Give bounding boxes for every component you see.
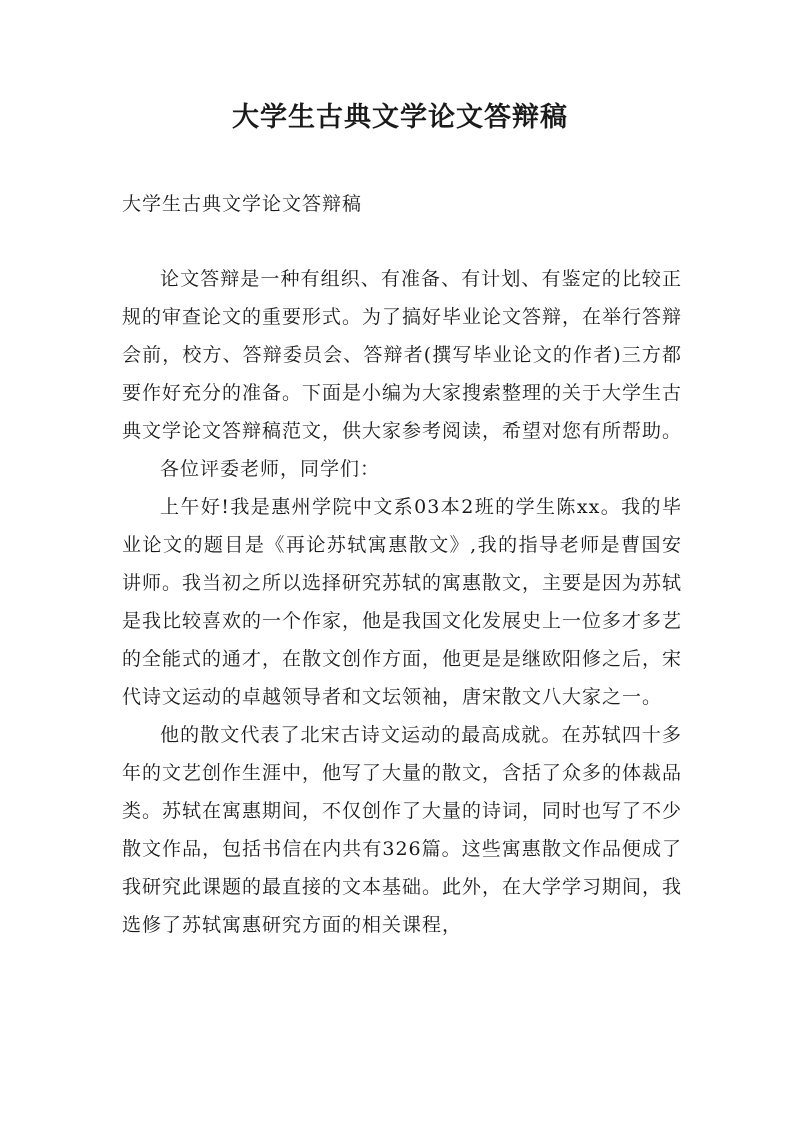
document-title: 大学生古典文学论文答辩稿 (232, 102, 568, 133)
document-body (122, 260, 682, 944)
paragraph-greeting: 各位评委老师，同学们： (160, 458, 381, 480)
paragraph-intro: 论文答辩是一种有组织、有准备、有计划、有鉴定的比较正规的审查论文的重要形式。为了搞好毕业论文答辩，在举行答辩会前，校方、答辩委员会、答辩者(撰写毕业论文的作者)三方都要作好充分的准备。下面是小编为大家搜索整理的关于大学生古典文学论文答辩稿范文，供大家参考阅读，希望对您有所帮助。 (122, 268, 683, 442)
document-subtitle: 大学生古典文学论文答辩稿 (122, 193, 363, 215)
paragraph-self-introduction: 上午好!我是惠州学院中文系03本2班的学生陈xx。我的毕业论文的题目是《再论苏轼寓惠散文》,我的指导老师是曹国安讲师。我当初之所以选择研究苏轼的寓惠散文，主要是因为苏轼是我比较喜欢的一个作家，他是我国文化发展史上一位多才多艺的全能式的通才，在散文创作方面，他更是是继欧阳修之后，宋代诗文运动的卓越领导者和文坛领袖，唐宋散文八大家之一。 (122, 496, 683, 708)
paragraph-prose-achievement: 他的散文代表了北宋古诗文运动的最高成就。在苏轼四十多年的文艺创作生涯中，他写了大量的散文，含括了众多的体裁品类。苏轼在寓惠期间，不仅创作了大量的诗词，同时也写了不少散文作品，包括书信在内共有326篇。这些寓惠散文作品便成了我研究此课题的最直接的文本基础。此外，在大学学习期间，我选修了苏轼寓惠研究方面的相关课程， (122, 724, 683, 936)
